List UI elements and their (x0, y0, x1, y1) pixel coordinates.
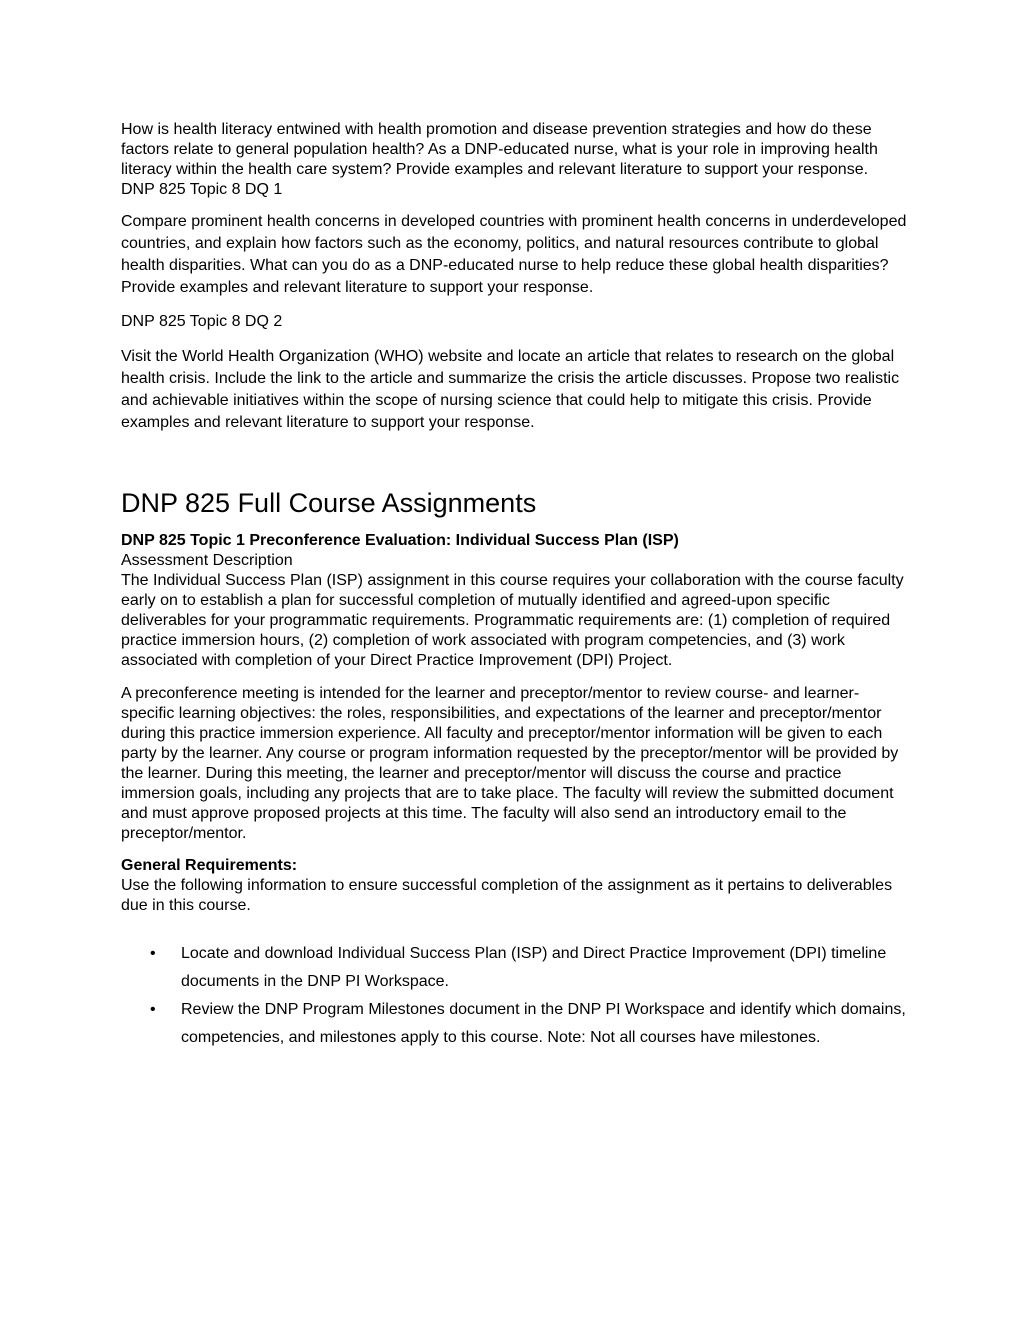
list-item (121, 940, 911, 996)
section-heading: DNP 825 Full Course Assignments (121, 488, 537, 518)
dq1-label: DNP 825 Topic 8 DQ 1 (121, 181, 283, 198)
general-requirements-label: General Requirements: (121, 857, 298, 874)
isp-description: The Individual Success Plan (ISP) assignment in this course requires your collaboration with the course faculty early on to establish a plan for successful completion of mutually identified and agreed-upon specific deliverables for your programmatic requirements. Programmatic requirements are: (1) completion of required practice immersion hours, (2) completion of work associated with program competencies, and (3) work associated with completion of your Direct Practice Improvement (DPI) Project. (121, 572, 904, 669)
list-item-text: Locate and download Individual Success Plan (ISP) and Direct Practice Improvement (DPI) timeline documents in the DNP PI Workspace. (181, 945, 887, 990)
dq2-label: DNP 825 Topic 8 DQ 2 (121, 313, 283, 330)
requirements-list (121, 940, 911, 1052)
list-item (121, 996, 911, 1052)
list-item-text: Review the DNP Program Milestones document in the DNP PI Workspace and identify which domains, competencies, and milestones apply to this course. Note: Not all courses have milestones. (181, 1001, 906, 1046)
dq1-text: Compare prominent health concerns in developed countries with prominent health concerns in underdeveloped countries, and explain how factors such as the economy, politics, and natural resources contribute to global health disparities. What can you do as a DNP-educated nurse to help reduce these global health disparities? Provide examples and relevant literature to support your response. (121, 213, 907, 296)
document-page (121, 120, 911, 1052)
dq2-text: Visit the World Health Organization (WHO) website and locate an article that relates to research on the global health crisis. Include the link to the article and summarize the crisis the article discusses. Propose two realistic and achievable initiatives within the scope of nursing science that could help to mitigate this crisis. Provide examples and relevant literature to support your response. (121, 348, 900, 431)
bullet-icon: • (150, 1001, 156, 1018)
general-requirements-text: Use the following information to ensure successful completion of the assignment as it pertains to deliverables due in this course. (121, 877, 893, 914)
health-literacy-question: How is health literacy entwined with health promotion and disease prevention strategies and how do these factors relate to general population health? As a DNP-educated nurse, what is your role in improving health literacy within the health care system? Provide examples and relevant literature to support your response. (121, 121, 878, 178)
preconference-description: A preconference meeting is intended for the learner and preceptor/mentor to review course- and learner-specific learning objectives: the roles, responsibilities, and expectations of the learner and preceptor/mentor during this practice immersion experience. All faculty and preceptor/mentor information will be given to each party by the learner. Any course or program information requested by the preceptor/mentor will be provided by the learner. During this meeting, the learner and preceptor/mentor will discuss the course and practice immersion goals, including any projects that are to take place. The faculty will review the submitted document and must approve proposed projects at this time. The faculty will also send an introductory email to the preceptor/mentor. (121, 685, 899, 842)
bullet-icon: • (150, 945, 156, 962)
assessment-description-label: Assessment Description (121, 552, 293, 569)
topic1-title: DNP 825 Topic 1 Preconference Evaluation: Individual Success Plan (ISP) (121, 532, 679, 549)
